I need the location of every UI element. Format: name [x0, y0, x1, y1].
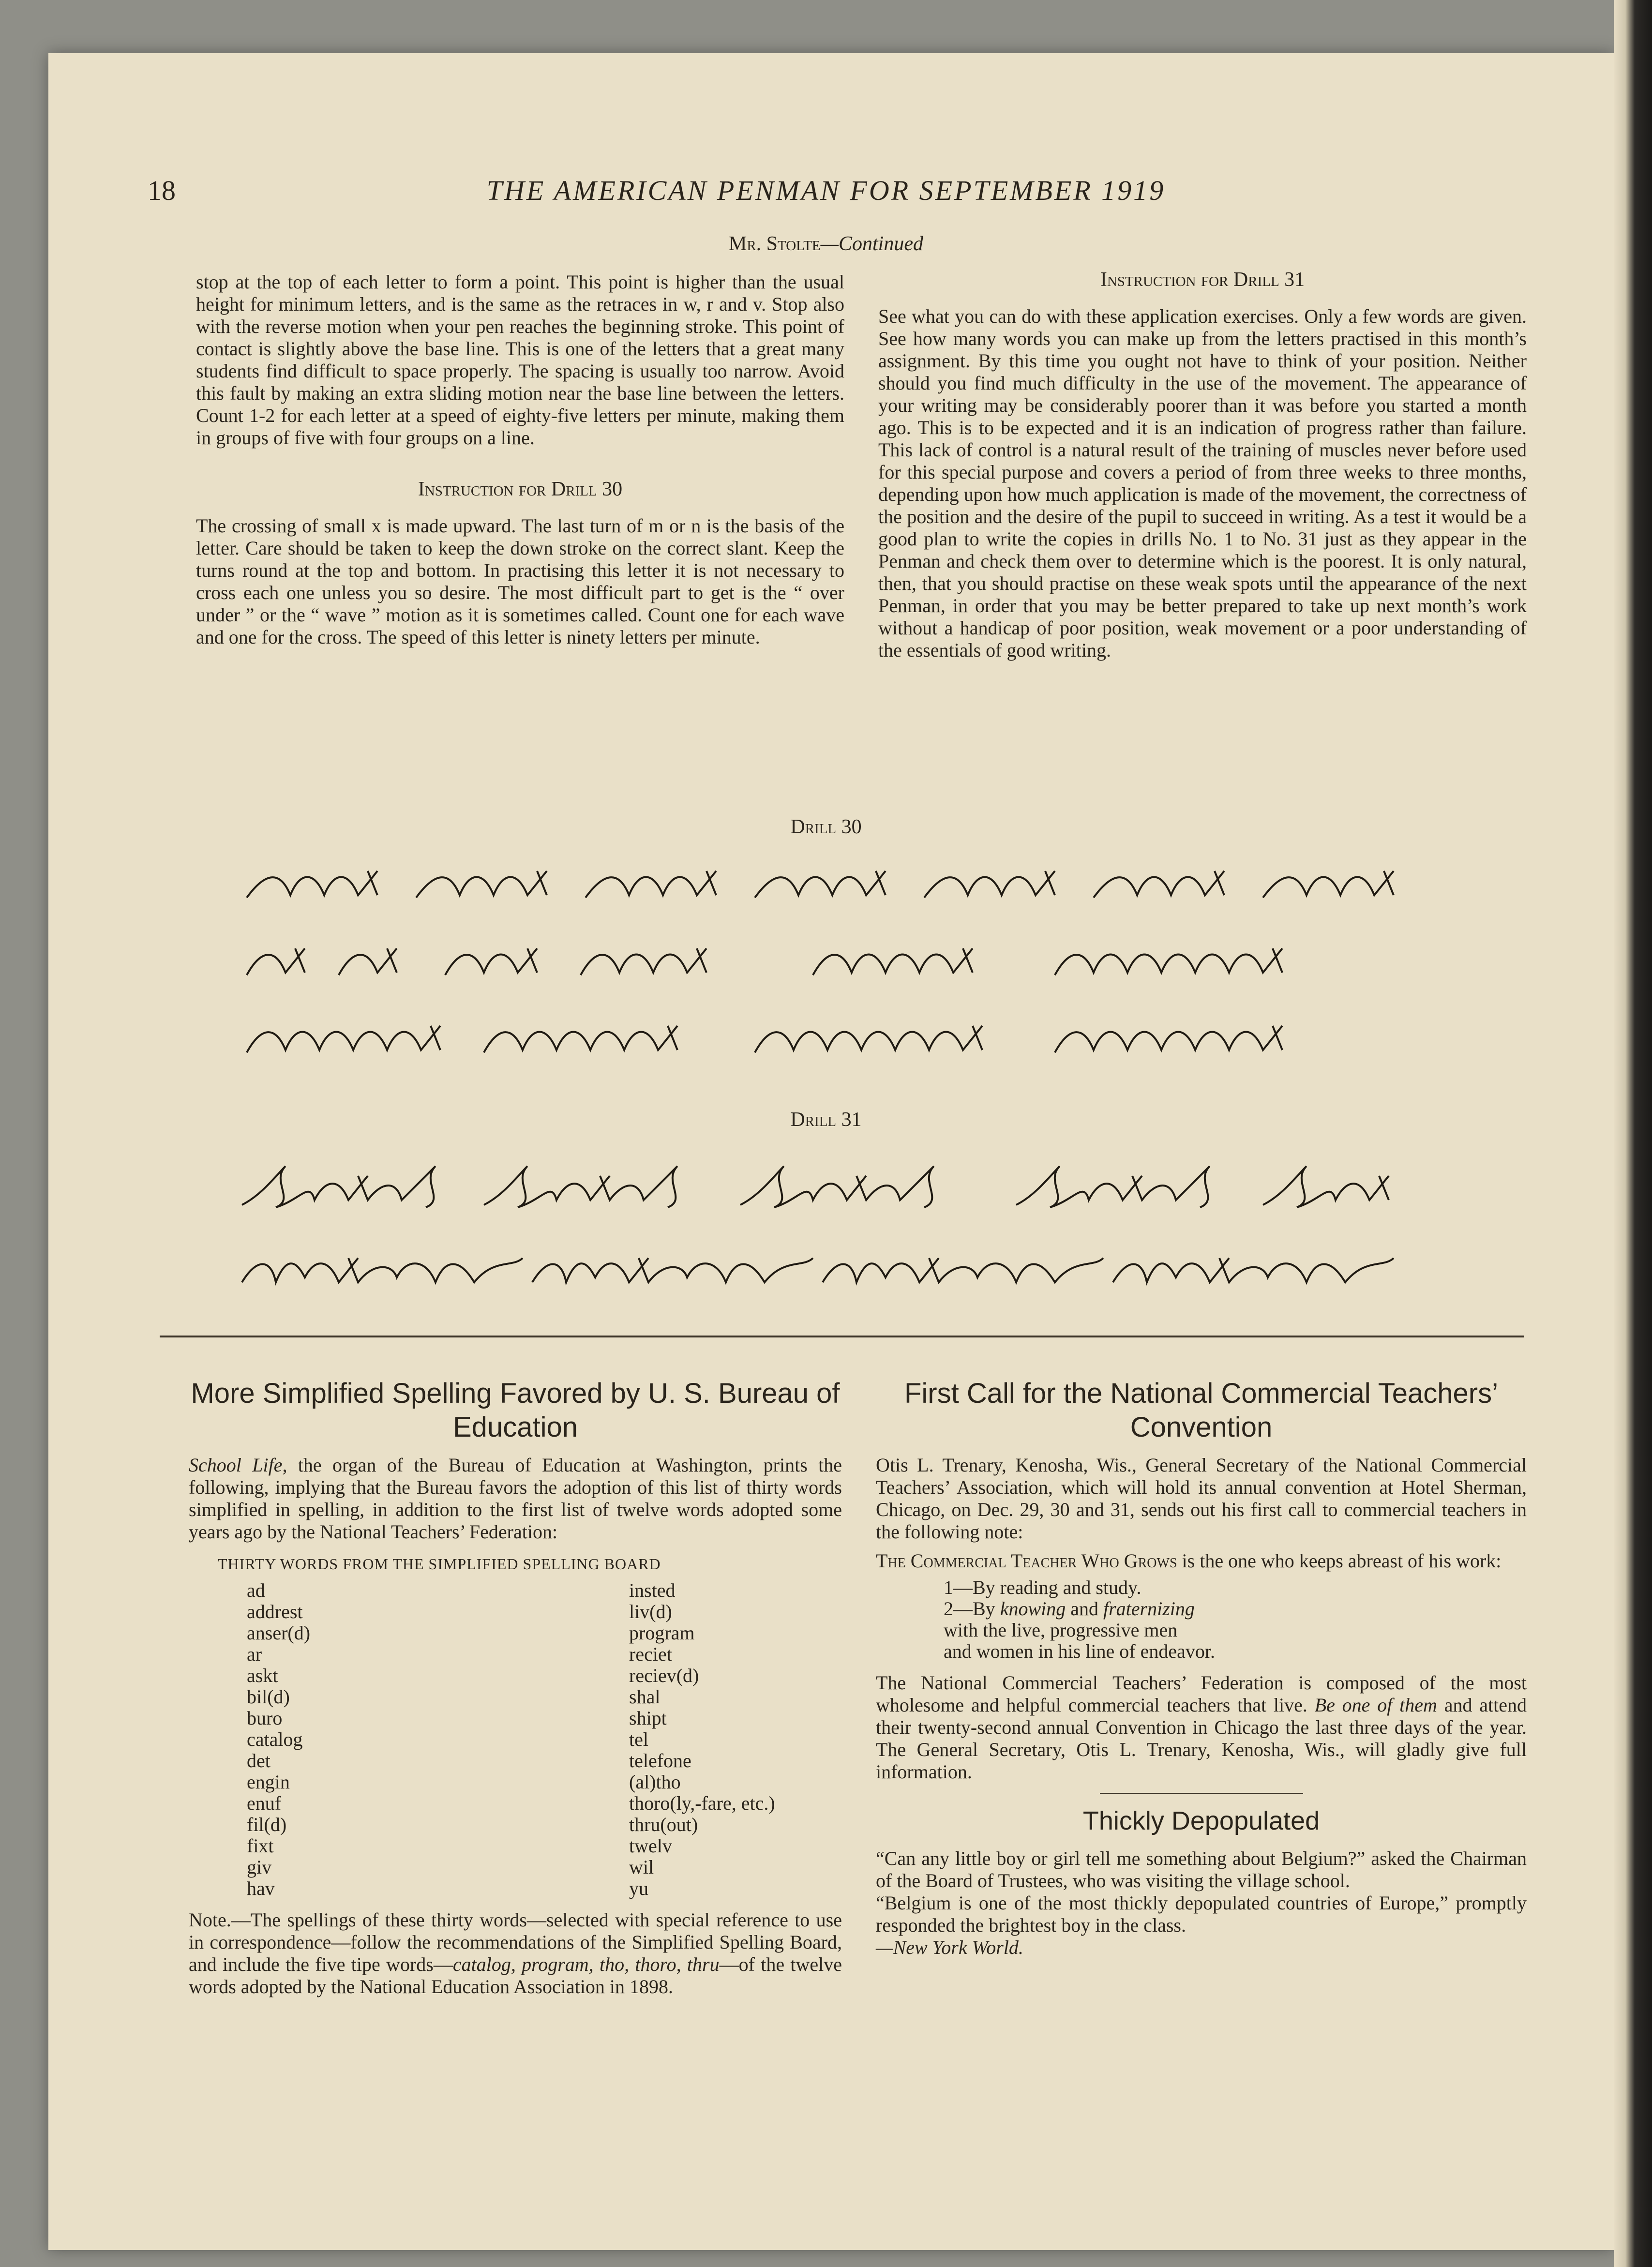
word-item: ar: [247, 1643, 262, 1665]
note-end-text: —of the twelve words adopted by the National Education Association in 1898.: [189, 1953, 842, 1997]
author-name: Mr. Stolte: [728, 233, 821, 255]
word-item: insted: [629, 1579, 676, 1601]
drill30-line-1: [232, 852, 1490, 910]
word-list: [189, 1580, 842, 1899]
word-item: program: [629, 1622, 695, 1644]
item2-prefix: 2—By: [944, 1598, 1000, 1620]
drill31-title: Drill 31: [790, 1109, 862, 1131]
drill30-line-3: [232, 1006, 1490, 1065]
word-item: yu: [629, 1877, 648, 1899]
word-item: tel: [629, 1728, 648, 1750]
word-item: shal: [629, 1686, 661, 1708]
source-citation: —New York World.: [876, 1937, 1023, 1958]
drill31-line-2: [232, 1229, 1490, 1297]
word-list-right: [629, 1580, 871, 1899]
article-depopulated-source: [876, 1937, 1527, 1959]
section-divider: [160, 1336, 1524, 1337]
word-item: det: [247, 1750, 270, 1772]
word-item: askt: [247, 1665, 278, 1686]
school-life-title: School Life,: [189, 1454, 287, 1476]
word-item: enuf: [247, 1792, 282, 1814]
continued-label: —Continued: [820, 233, 923, 255]
word-item: giv: [247, 1856, 272, 1878]
note-text: Note.—The spellings of these thirty words—selected with special reference to use in correspondence—follow the recommendations of the Simplified Spelling Board, and include the five tipe words—: [189, 1909, 842, 1975]
word-item: buro: [247, 1707, 283, 1729]
article-separator: [1100, 1793, 1303, 1794]
word-item: reciet: [629, 1643, 672, 1665]
page-number: 18: [148, 175, 176, 206]
article-convention-title: First Call for the National Commercial Teachers’ Convention: [904, 1378, 1498, 1443]
word-item: (al)tho: [629, 1771, 681, 1793]
para2-rest: is the one who keeps abreast of his work:: [1177, 1550, 1502, 1572]
article-spelling-note: [189, 1909, 842, 1998]
para3-post: and attend their twenty-second annual Convention in Chicago the last three days of the year. The General Secretary, Otis L. Trenary, Kenosha, Wis., will gladly give full information.: [876, 1694, 1527, 1783]
article-spelling: [189, 1377, 842, 1998]
article-depopulated-para-1: “Can any little boy or girl tell me something about Belgium?” asked the Chairman of the Board of Trustees, who was visiting the village school.: [876, 1847, 1527, 1892]
article-depopulated-para-2: “Belgium is one of the most thickly depopulated countries of Europe,” promptly responded the brightest boy in the class.: [876, 1892, 1527, 1936]
growth-item-2-line-3: and women in his line of endeavor.: [944, 1640, 1215, 1662]
article-spelling-intro: [189, 1454, 842, 1543]
para3-italic: Be one of them: [1314, 1694, 1437, 1716]
para3-pre: The National Commercial Teachers’ Federation is composed of the most wholesome and helpful commercial teachers that live.: [876, 1672, 1527, 1716]
word-item: fixt: [247, 1835, 274, 1857]
word-item: reciev(d): [629, 1665, 699, 1686]
commercial-teacher-caps: The Commercial Teacher Who Grows: [876, 1550, 1177, 1572]
drill30-instruction-heading: Instruction for Drill 30: [418, 478, 623, 500]
word-list-left: [247, 1580, 629, 1899]
right-column: [878, 269, 1527, 661]
article-convention-para-2: [876, 1550, 1527, 1572]
item2-italic-knowing: knowing: [1000, 1598, 1066, 1620]
drill31-instruction-heading: Instruction for Drill 31: [1100, 269, 1305, 291]
running-title: THE AMERICAN PENMAN FOR SEPTEMBER 1919: [486, 175, 1166, 206]
growth-list: [876, 1577, 1527, 1662]
article-depopulated-title: Thickly Depopulated: [1082, 1806, 1320, 1835]
article-spelling-title: More Simplified Spelling Favored by U. S. Bureau of Education: [191, 1378, 840, 1443]
note-italic-words: catalog, program, tho, thoro, thru: [452, 1953, 720, 1975]
left-paragraph-2: The crossing of small x is made upward. The last turn of m or n is the basis of the letter. Care should be taken to keep the down stroke on the correct slant. Keep the turns round at the top and bottom. In practising this letter it is not necessary to cross each one unless you so desire. The most difficult part to get is the “ over under ” or the “ wave ” motion as it is sometimes called. Count one for each wave and one for the cross. The speed of this letter is ninety letters per minute.: [196, 515, 844, 648]
word-item: bil(d): [247, 1686, 290, 1708]
word-item: addrest: [247, 1601, 303, 1622]
word-item: shipt: [629, 1707, 667, 1729]
word-item: telefone: [629, 1750, 691, 1772]
item2-italic-fraternizing: fraternizing: [1103, 1598, 1195, 1620]
left-column: [196, 271, 844, 648]
word-item: ad: [247, 1579, 265, 1601]
drill30-title: Drill 30: [790, 816, 862, 838]
book-edge: [1614, 0, 1652, 2267]
word-item: hav: [247, 1877, 275, 1899]
growth-item-1: 1—By reading and study.: [944, 1576, 1141, 1598]
word-item: catalog: [247, 1728, 303, 1750]
left-paragraph-1: stop at the top of each letter to form a point. This point is higher than the usual height for minimum letters, and is the same as the retraces in w, r and v. Stop also with the reverse motion when your pen reaches the beginning stroke. This point of contact is slightly above the base line. This is one of the letters that a great many students find difficult to space properly. The spacing is usually too narrow. Avoid this fault by making an extra sliding motion near the base line between the letters. Count 1-2 for each letter at a speed of eighty-five letters per minute, making them in groups of five with four groups on a line.: [196, 271, 844, 449]
drill30-line-2: [232, 929, 1490, 987]
word-item: wil: [629, 1856, 654, 1878]
item2-and: and: [1066, 1598, 1103, 1620]
right-paragraph: See what you can do with these application exercises. Only a few words are given. See how many words you can make up from the letters practised in this month’s assignment. By this time you ought not have to think of your position. Neither should you find much difficulty in the use of the movement. The appearance of your writing may be considerably poorer than it was before you started a month ago. This is to be expected and it is an indication of progress rather than failure. This lack of control is a natural result of the training of muscles never before used for this special purpose and covers a period of from three weeks to three months, depending upon how much application is made of the movement, the correctness of the position and the desire of the pupil to succeed in writing. As a test it would be a good plan to write the copies in drills No. 1 to No. 31 just as they appear in the Penman and check them over to determine which is the poorest. It is only natural, then, that you should practise on these weak spots until the appearance of the next Penman, in order that you may be better prepared to take up next month’s work without a handicap of poor position, weak movement or a poor understanding of the essentials of good writing.: [878, 305, 1527, 661]
word-item: fil(d): [247, 1814, 287, 1835]
continued-heading: [0, 232, 1652, 255]
word-item: anser(d): [247, 1622, 311, 1644]
article-spelling-intro-text: the organ of the Bureau of Education at Washington, prints the following, implying that the Bureau favors the adoption of this list of thirty words simplified in spelling, in addition to the first list of twelve words adopted some years ago by the National Teachers’ Federation:: [189, 1454, 842, 1543]
article-convention: [876, 1377, 1527, 1959]
article-convention-para-1: Otis L. Trenary, Kenosha, Wis., General Secretary of the National Commercial Teachers’ Association, which will hold its annual convention at Hotel Sherman, Chicago, on Dec. 29, 30 and 31, sends out his first call to commercial teachers in the following note:: [876, 1454, 1527, 1543]
growth-item-2: [944, 1598, 1527, 1620]
drill31-line-1: [232, 1147, 1490, 1219]
word-item: twelv: [629, 1835, 672, 1857]
word-item: engin: [247, 1771, 290, 1793]
word-list-title: THIRTY WORDS FROM THE SIMPLIFIED SPELLING BOARD: [218, 1555, 661, 1573]
word-item: liv(d): [629, 1601, 672, 1622]
page-header: [0, 174, 1652, 213]
word-item: thoro(ly,-fare, etc.): [629, 1792, 775, 1814]
word-item: thru(out): [629, 1814, 698, 1835]
growth-item-2-line-2: with the live, progressive men: [944, 1619, 1178, 1641]
article-convention-para-3: [876, 1672, 1527, 1783]
